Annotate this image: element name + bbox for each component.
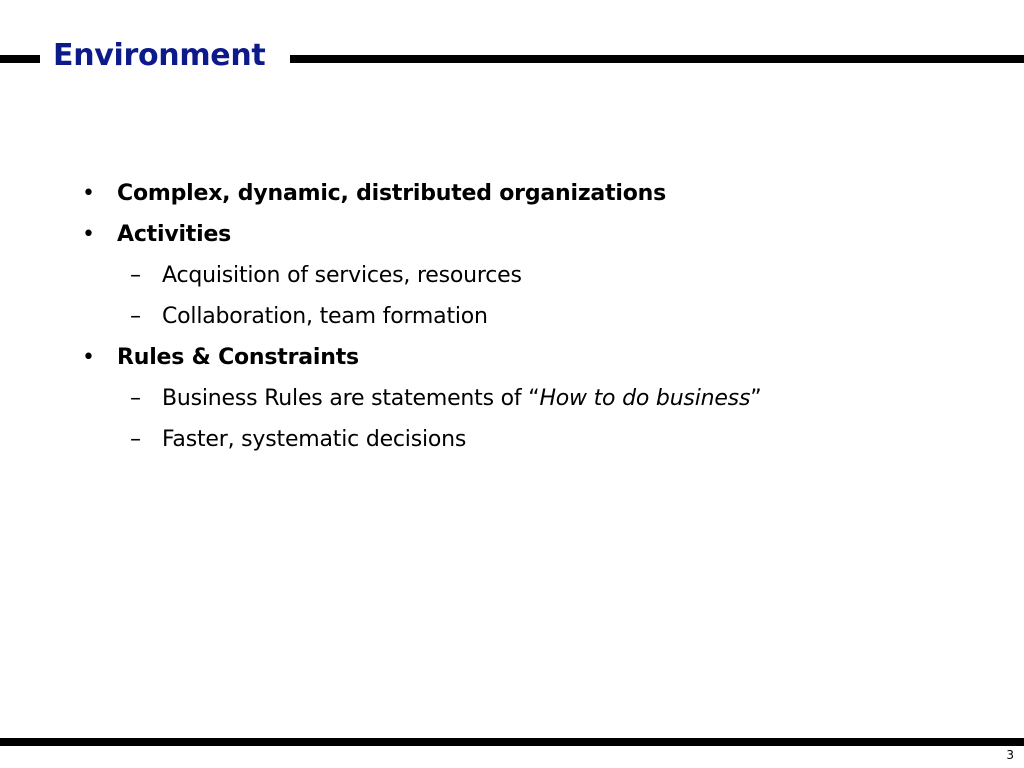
bullet-marker: •	[82, 345, 95, 370]
sub-bullet-text-emphasis: How to do business	[539, 386, 751, 411]
sub-bullet-text-after: ”	[750, 386, 762, 411]
dash-marker: –	[130, 427, 141, 452]
bullet-text: Activities	[117, 222, 232, 247]
bullet-item	[0, 173, 1000, 214]
sub-bullet-text: Faster, systematic decisions	[162, 427, 467, 452]
bullet-item	[0, 337, 1000, 378]
page-number: 3	[1006, 748, 1014, 762]
dash-marker: –	[130, 263, 141, 288]
sub-bullet-item	[0, 419, 1000, 460]
sub-bullet-text	[162, 378, 761, 419]
bullet-list	[0, 173, 1000, 460]
title-rule-right	[290, 55, 1024, 63]
sub-bullet-item	[0, 378, 1000, 419]
sub-bullet-item	[0, 296, 1000, 337]
sub-bullet-text-before: Business Rules are statements of “	[162, 386, 540, 411]
bullet-text: Rules & Constraints	[117, 345, 359, 370]
dash-marker: –	[130, 386, 141, 411]
bullet-marker: •	[82, 222, 95, 247]
footer-rule	[0, 738, 1024, 746]
dash-marker: –	[130, 304, 141, 329]
sub-bullet-item	[0, 255, 1000, 296]
sub-bullet-text: Collaboration, team formation	[162, 304, 488, 329]
slide-title: Environment	[53, 38, 266, 73]
sub-bullet-text: Acquisition of services, resources	[162, 263, 522, 288]
bullet-item	[0, 214, 1000, 255]
bullet-text: Complex, dynamic, distributed organizations	[117, 181, 667, 206]
bullet-marker: •	[82, 181, 95, 206]
title-rule-left	[0, 55, 40, 63]
